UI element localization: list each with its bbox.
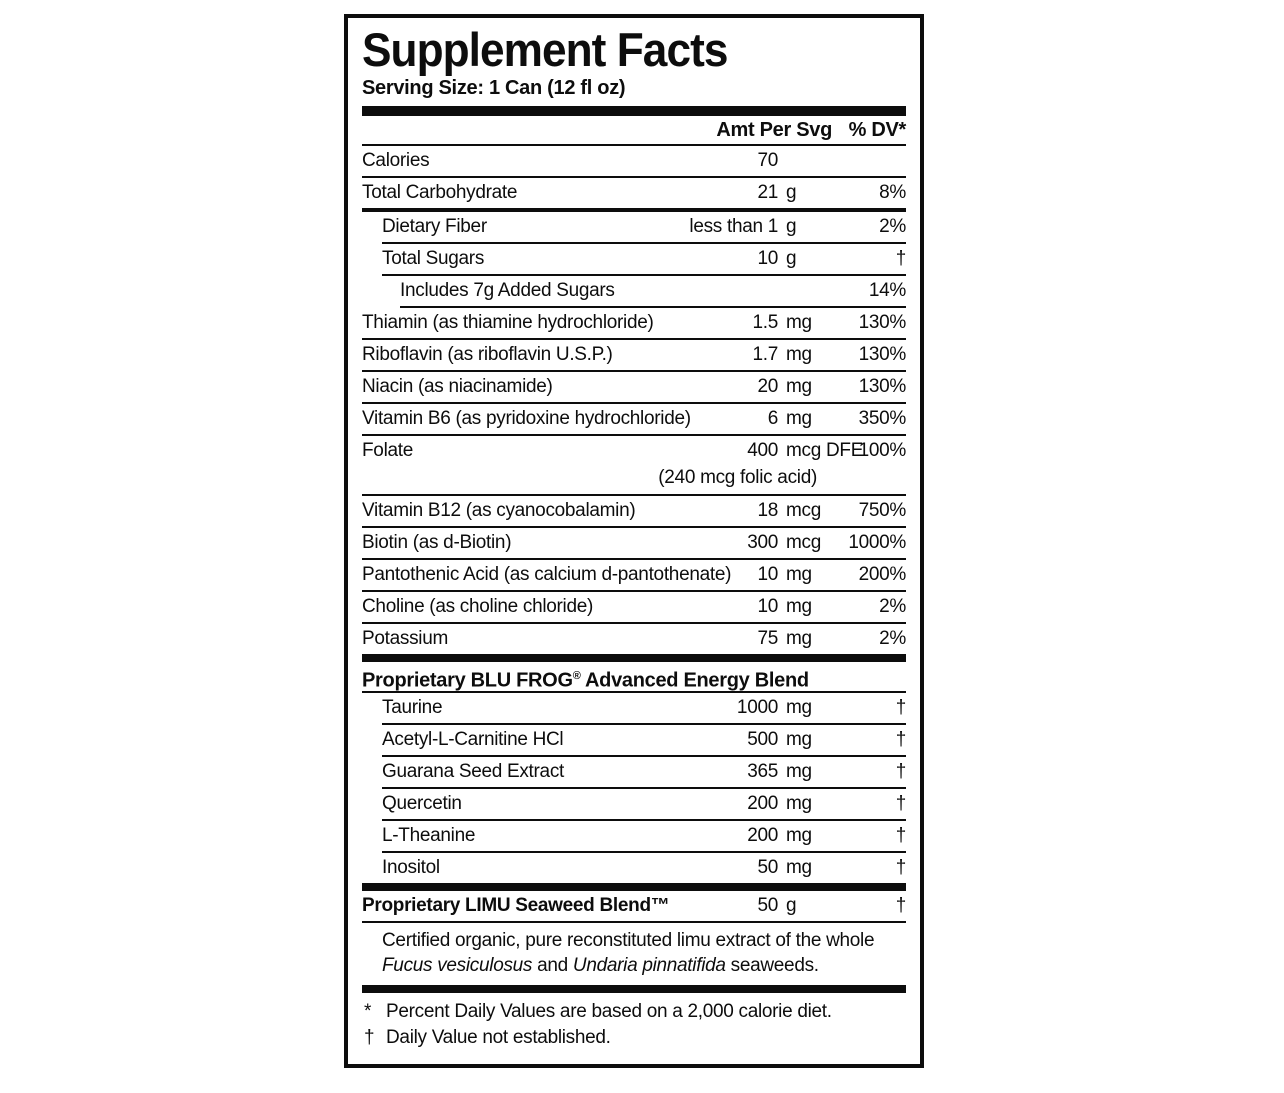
amount-number: 200 <box>747 793 778 814</box>
amount-number: 1000 <box>736 697 778 718</box>
dv-value: 350% <box>858 408 906 429</box>
section-divider-bar <box>362 106 906 116</box>
nutrient-name: Total Sugars <box>382 248 485 269</box>
amount-unit: mg <box>786 312 812 333</box>
amount-number: 300 <box>747 532 778 553</box>
table-row <box>362 528 906 558</box>
energy-blend-table <box>362 693 906 883</box>
nutrient-name: Guarana Seed Extract <box>382 761 564 782</box>
table-row <box>362 308 906 338</box>
dv-value: 2% <box>879 628 906 649</box>
column-header-amount: Amt Per Svg <box>716 119 832 141</box>
seaweed-blend-heading: Proprietary LIMU Seaweed Blend™ <box>362 895 670 916</box>
amount-unit: mg <box>786 761 812 782</box>
seaweed-species-2: Undaria pinnatifida <box>572 955 726 976</box>
nutrient-name: L-Theanine <box>382 825 476 846</box>
nutrient-name: Taurine <box>382 697 443 718</box>
nutrient-name: Dietary Fiber <box>382 216 487 237</box>
amount-unit: mcg <box>786 500 821 521</box>
nutrient-name: Calories <box>362 150 430 171</box>
dv-value: † <box>895 697 906 718</box>
energy-blend-heading-suffix: Advanced Energy Blend <box>580 669 809 692</box>
amount-unit: mg <box>786 825 812 846</box>
nutrient-name: Thiamin (as thiamine hydrochloride) <box>362 312 654 333</box>
amount-number: 6 <box>767 408 778 429</box>
amount-number: 20 <box>757 376 778 397</box>
amount-unit: mcg <box>786 532 821 553</box>
amount-unit: mg <box>786 376 812 397</box>
dv-value: 130% <box>858 344 906 365</box>
table-row <box>362 853 906 883</box>
supplement-facts-panel <box>344 14 924 1068</box>
nutrient-name: Vitamin B12 (as cyanocobalamin) <box>362 500 636 521</box>
dv-value: 2% <box>879 596 906 617</box>
amount-number: 365 <box>747 761 778 782</box>
dv-value: 14% <box>868 280 906 301</box>
nutrient-name: Pantothenic Acid (as calcium d-pantothenate) <box>362 564 732 585</box>
footnote-symbol: † <box>364 1027 375 1048</box>
column-header-row <box>362 116 906 144</box>
nutrient-name: Total Carbohydrate <box>362 182 518 203</box>
amount-number: 1.7 <box>752 344 778 365</box>
dv-value: † <box>895 761 906 782</box>
dv-value: 200% <box>858 564 906 585</box>
seaweed-description-line1: Certified organic, pure reconstituted limu extract of the whole <box>382 930 875 951</box>
footnote-text: Percent Daily Values are based on a 2,000 calorie diet. <box>386 1001 832 1022</box>
table-row <box>362 592 906 622</box>
table-row <box>362 725 906 755</box>
table-row <box>362 404 906 434</box>
table-row <box>362 244 906 274</box>
section-divider-bar <box>362 883 906 891</box>
nutrient-name: Potassium <box>362 628 449 649</box>
amount-number: 21 <box>757 182 778 203</box>
dv-value: 130% <box>858 312 906 333</box>
section-divider-bar <box>362 654 906 662</box>
amount-unit: mg <box>786 564 812 585</box>
footnote-text: Daily Value not established. <box>386 1027 611 1048</box>
nutrient-name: Riboflavin (as riboflavin U.S.P.) <box>362 344 613 365</box>
amount-number: 70 <box>757 150 778 171</box>
amount-unit: mg <box>786 408 812 429</box>
table-row <box>362 693 906 723</box>
amount-number: 1.5 <box>752 312 778 333</box>
amount-unit: mg <box>786 628 812 649</box>
nutrient-name: Niacin (as niacinamide) <box>362 376 553 397</box>
dv-value: 100% <box>858 440 906 461</box>
nutrient-name: Includes 7g Added Sugars <box>400 280 615 301</box>
dv-value: 2% <box>879 216 906 237</box>
table-row <box>362 821 906 851</box>
registered-trademark-icon: ® <box>572 670 581 682</box>
nutrient-name: Biotin (as d-Biotin) <box>362 532 512 553</box>
amount-number: 200 <box>747 825 778 846</box>
amount-number: 75 <box>757 628 778 649</box>
table-row <box>362 789 906 819</box>
amount-number: 18 <box>757 500 778 521</box>
footnote-symbol: * <box>364 1001 372 1022</box>
amount-unit: g <box>786 895 797 916</box>
nutrient-name: Acetyl-L-Carnitine HCl <box>382 729 564 750</box>
amount-number: 50 <box>757 857 778 878</box>
amount-number: 500 <box>747 729 778 750</box>
dv-value: 130% <box>858 376 906 397</box>
dv-value: 750% <box>858 500 906 521</box>
table-row <box>362 178 906 208</box>
amount-number: 10 <box>757 564 778 585</box>
seaweed-description-end: seaweeds. <box>725 955 819 976</box>
nutrient-name: Inositol <box>382 857 440 878</box>
amount-unit: mcg DFE <box>786 440 864 461</box>
table-row <box>362 891 906 921</box>
amount-unit: g <box>786 248 797 269</box>
table-row <box>362 624 906 654</box>
dv-value: † <box>895 895 906 916</box>
nutrient-name: Folate <box>362 440 414 461</box>
table-row <box>362 436 906 466</box>
section-divider-bar <box>362 985 906 993</box>
amount-unit: mg <box>786 793 812 814</box>
nutrient-table <box>362 146 906 654</box>
serving-size: Serving Size: 1 Can (12 fl oz) <box>362 77 626 99</box>
amount-number: 50 <box>757 895 778 916</box>
table-row <box>362 276 906 306</box>
dv-value: † <box>895 825 906 846</box>
footnote <box>364 1025 906 1051</box>
table-row <box>362 146 906 176</box>
seaweed-description <box>362 923 906 985</box>
table-row <box>362 372 906 402</box>
seaweed-species-1: Fucus vesiculosus <box>382 955 533 976</box>
table-row <box>362 560 906 590</box>
column-header-dv: % DV* <box>848 119 906 141</box>
table-row <box>362 496 906 526</box>
amount-unit: g <box>786 216 797 237</box>
dv-value: † <box>895 857 906 878</box>
amount-number: 10 <box>757 596 778 617</box>
amount-number: less than 1 <box>689 216 778 237</box>
seaweed-description-mid: and <box>532 955 573 976</box>
energy-blend-heading <box>362 662 906 691</box>
panel-title: Supplement Facts <box>362 23 728 76</box>
dv-value: 1000% <box>848 532 906 553</box>
amount-unit: mg <box>786 596 812 617</box>
amount-number: 400 <box>747 440 778 461</box>
nutrient-name: Vitamin B6 (as pyridoxine hydrochloride) <box>362 408 691 429</box>
energy-blend-heading-prefix: Proprietary BLU FROG <box>362 669 573 692</box>
dv-value: † <box>895 248 906 269</box>
dv-value: 8% <box>879 182 906 203</box>
amount-unit: g <box>786 182 797 203</box>
footnote <box>364 999 906 1025</box>
amount-unit: mg <box>786 697 812 718</box>
table-row <box>362 340 906 370</box>
nutrient-name: Choline (as choline chloride) <box>362 596 594 617</box>
dv-value: † <box>895 793 906 814</box>
amount-unit: mg <box>786 729 812 750</box>
dv-value: † <box>895 729 906 750</box>
footnotes <box>362 993 906 1055</box>
amount-unit: mg <box>786 857 812 878</box>
amount-subline: (240 mcg folic acid) <box>658 467 817 488</box>
amount-unit: mg <box>786 344 812 365</box>
amount-number: 10 <box>757 248 778 269</box>
table-row <box>362 212 906 242</box>
nutrient-name: Quercetin <box>382 793 462 814</box>
table-row <box>362 757 906 787</box>
